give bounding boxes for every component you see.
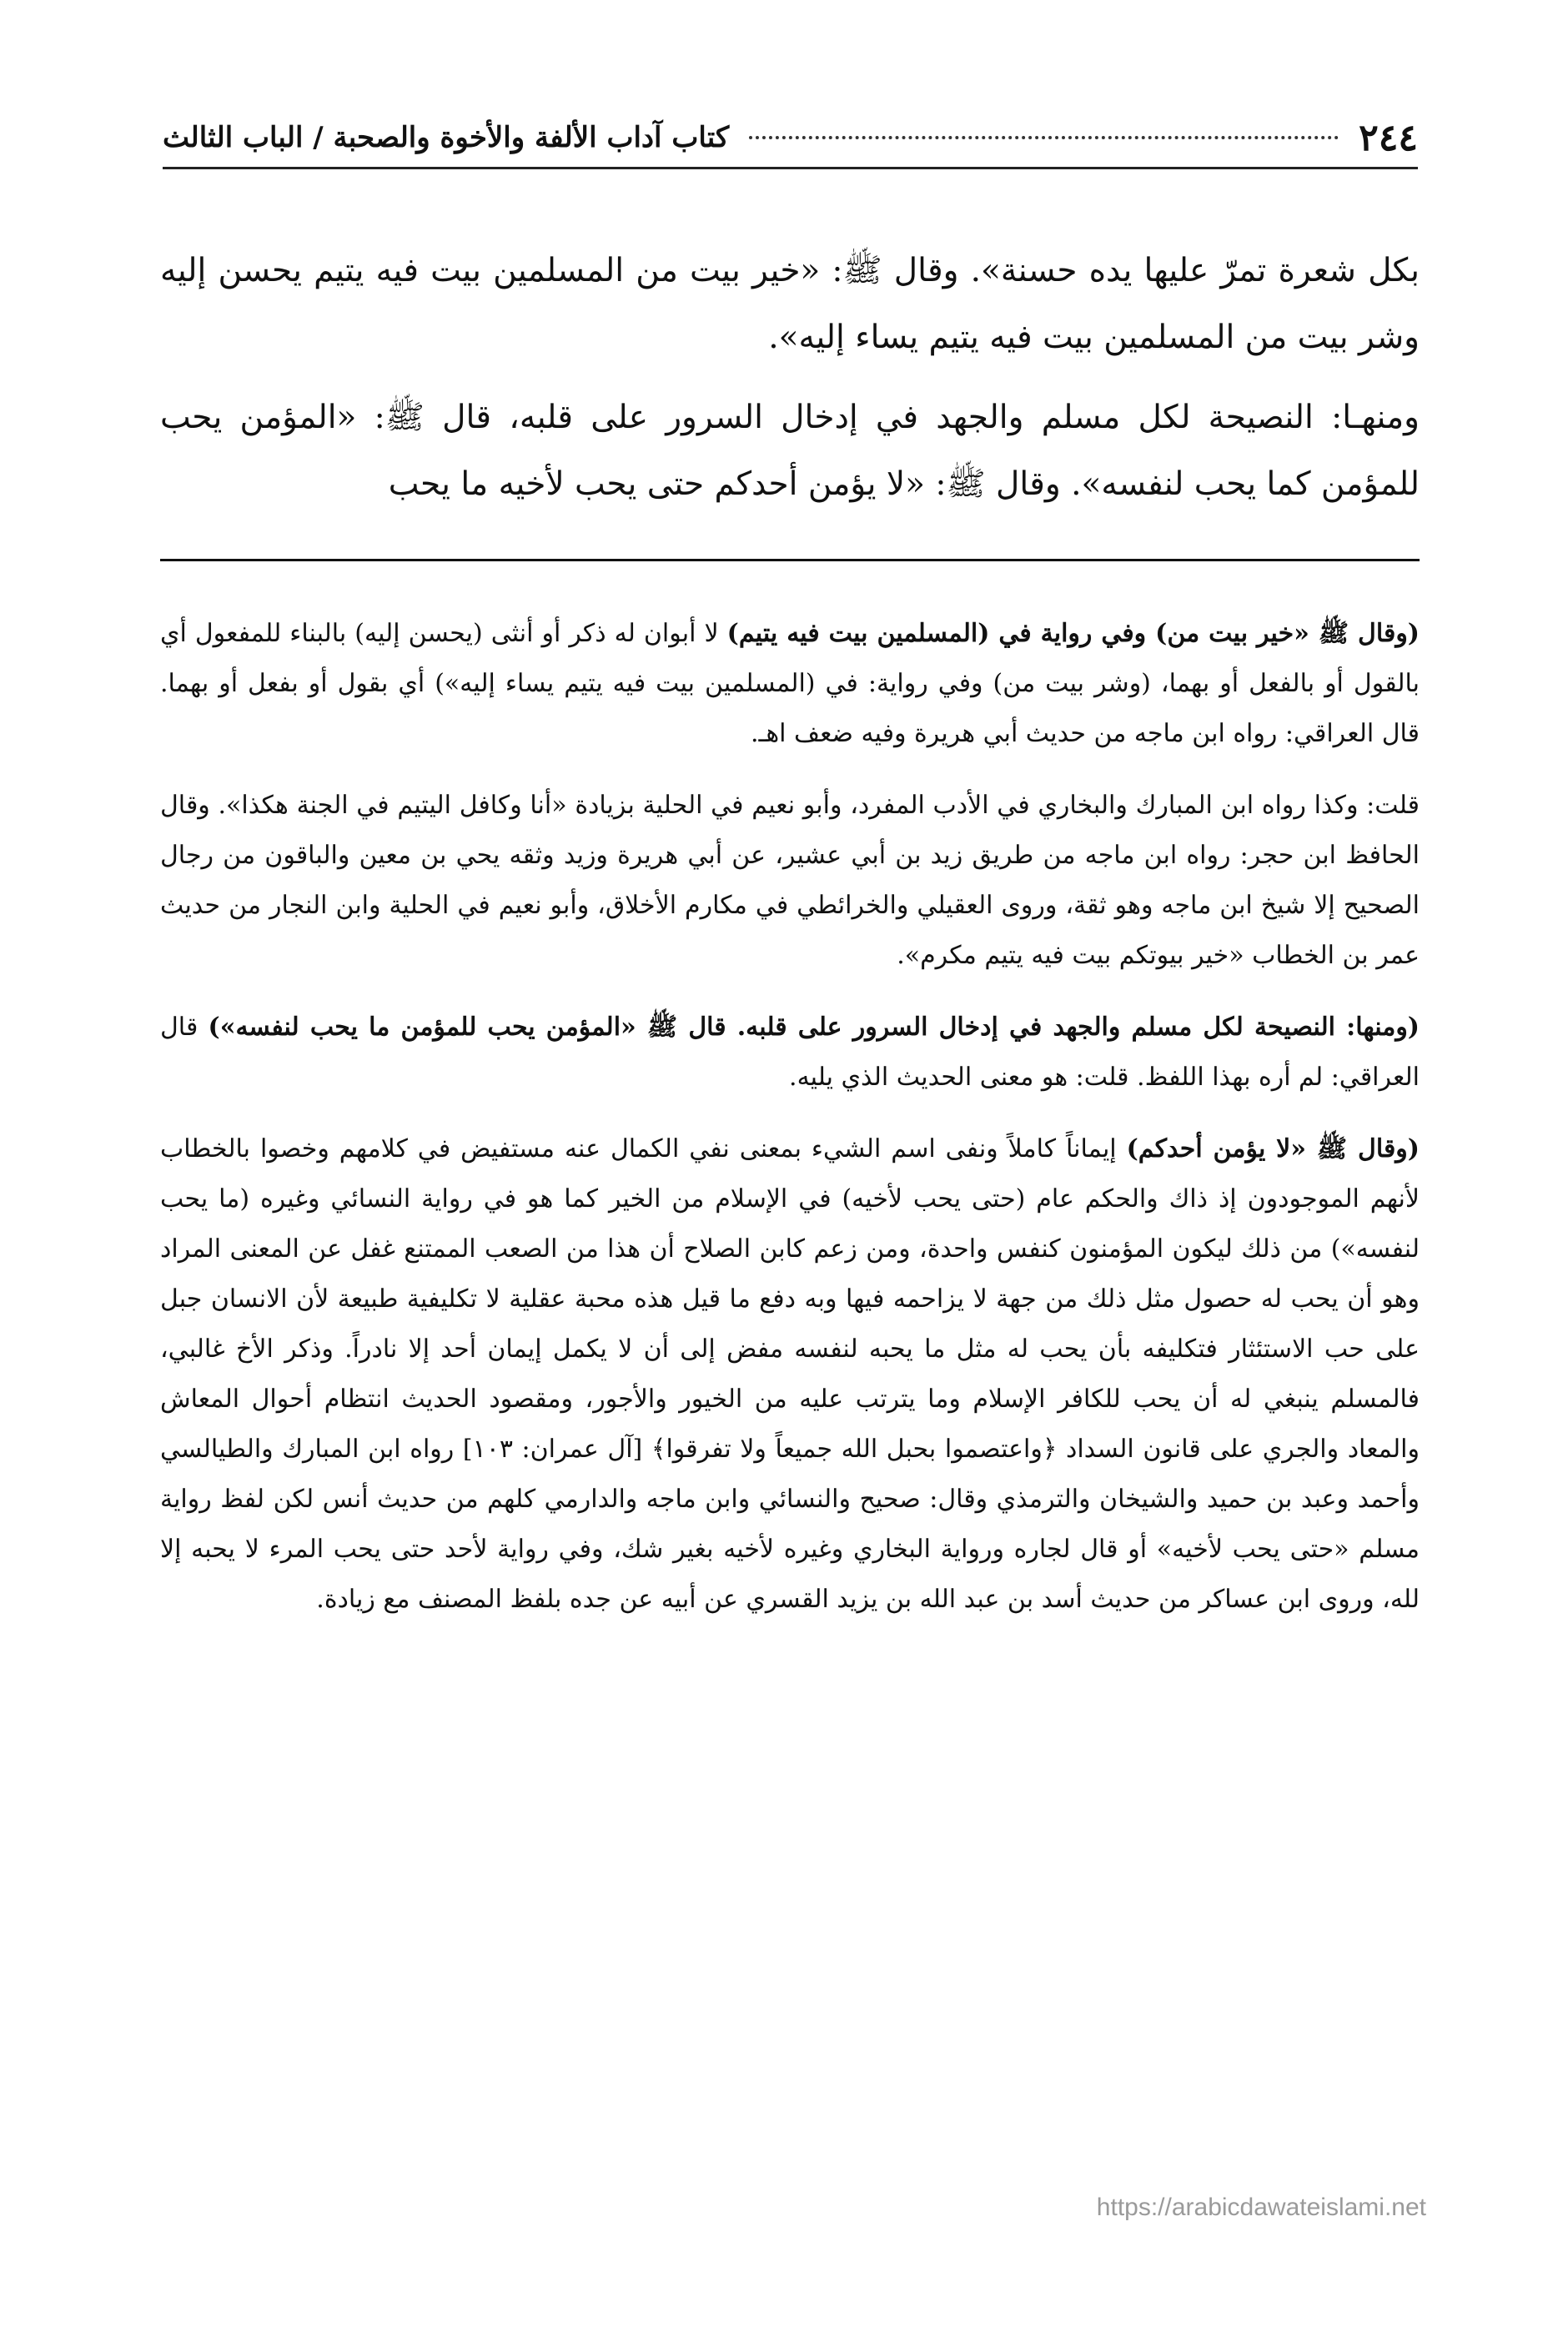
commentary-paragraph: [160, 781, 1420, 981]
commentary-text: قلت: وكذا رواه ابن المبارك والبخاري في الأدب المفرد، وأبو نعيم في الحلية بزيادة «أنا وكافل اليتيم في الجنة هكذا». وقال الحافظ ابن حجر: رواه ابن ماجه من طريق زيد بن أبي عشير، عن أبي هريرة وزيد وثقه يحي بن معين والباقون من رجال الصحيح إلا شيخ ابن ماجه وهو ثقة، وروى العقيلي والخرائطي في مكارم الأخلاق، وأبو نعيم في الحلية وابن النجار من حديث عمر بن الخطاب «خير بيوتكم بيت فيه يتيم مكرم».: [160, 791, 1420, 970]
main-text-paragraph: ومنهـا: النصيحة لكل مسلم والجهد في إدخال السرور على قلبه، قال ﷺ: «المؤمن يحب للمؤمن كما يحب لنفسه». وقال ﷺ: «لا يؤمن أحدكم حتى يحب لأخيه ما يحب: [160, 399, 1420, 503]
commentary-paragraph: [160, 1124, 1420, 1625]
commentary-quote: (وقال ﷺ «خير بيت من) وفي رواية في (المسلمين بيت فيه يتيم): [726, 619, 1420, 648]
commentary-quote: (ومنها: النصيحة لكل مسلم والجهد في إدخال السرور على قلبه. قال ﷺ «المؤمن يحب للمؤمن ما يحب لنفسه»): [208, 1013, 1420, 1042]
footnote-separator: [160, 559, 1420, 561]
running-header-title: كتاب آداب الألفة والأخوة والصحبة / الباب الثالث: [163, 121, 730, 154]
main-text: [160, 238, 1420, 518]
header-dot-leader: [749, 136, 1339, 139]
commentary-text: لا أبوان له ذكر أو أنثى (يحسن إليه) بالبناء للمفعول أي بالقول أو بالفعل أو بهما، (وشر بيت من) وفي رواية: في (المسلمين بيت فيه يتيم يساء إليه») أي بقول أو بفعل أو بهما. قال العراقي: رواه ابن ماجه من حديث أبي هريرة وفيه ضعف اهـ.: [160, 619, 1420, 748]
commentary-quote: (وقال ﷺ «لا يؤمن أحدكم): [1126, 1134, 1420, 1163]
commentary-paragraph: [160, 609, 1420, 759]
page-number: ٢٤٤: [1359, 116, 1418, 159]
commentary-paragraph: [160, 1003, 1420, 1103]
commentary-text: قال العراقي: لم أره بهذا اللفظ. قلت: هو معنى الحديث الذي يليه.: [160, 1013, 1420, 1092]
watermark-url: https://arabicdawateislami.net: [1096, 2194, 1426, 2221]
commentary-text: إيماناً كاملاً ونفى اسم الشيء بمعنى نفي الكمال عنه مستفيض في كلامهم وخصوا بالخطاب لأنهم الموجودون إذ ذاك والحكم عام (حتى يحب لأخيه) في الإسلام من الخير كما هو في رواية النسائي وغيره (ما يحب لنفسه») من ذلك ليكون المؤمنون كنفس واحدة، ومن زعم كابن الصلاح أن هذا من الصعب الممتنع غفل عن المعنى المراد وهو أن يحب له حصول مثل ذلك من جهة لا يزاحمه فيها وبه دفع ما قيل هذه محبة عقلية لا تكليفية طبيعة لأن الانسان جبل على حب الاستئثار فتكليفه بأن يحب له مثل ما يحبه لنفسه مفض إلى أن لا يكمل إيمان أحد إلا نادراً. وذكر الأخ غالبي، فالمسلم ينبغي له أن يحب للكافر الإسلام وما يترتب عليه من الخيور والأجور، ومقصود الحديث انتظام أحوال المعاش والمعاد والجري على قانون السداد ﴿واعتصموا بحبل الله جميعاً ولا تفرقوا﴾ [آل عمران: ١٠٣] رواه ابن المبارك والطيالسي وأحمد وعبد بن حميد والشيخان والترمذي وقال: صحيح والنسائي وابن ماجه والدارمي كلهم من حديث أنس لكن لفظ رواية مسلم «حتى يحب لأخيه» أو قال لجاره ورواية البخاري وغيره لأخيه بغير شك، وفي رواية لأحد حتى يحب المرء لا يحبه إلا لله، وروى ابن عساكر من حديث أسد بن عبد الله بن يزيد القسري عن أبيه عن جده بلفظ المصنف مع زيادة.: [160, 1134, 1420, 1614]
commentary: [160, 609, 1420, 1625]
main-text-paragraph: بكل شعرة تمرّ عليها يده حسنة». وقال ﷺ: «خير بيت من المسلمين بيت فيه يتيم يحسن إليه وشر بيت من المسلمين بيت فيه يتيم يساء إليه».: [160, 252, 1420, 356]
running-header: [163, 108, 1418, 169]
